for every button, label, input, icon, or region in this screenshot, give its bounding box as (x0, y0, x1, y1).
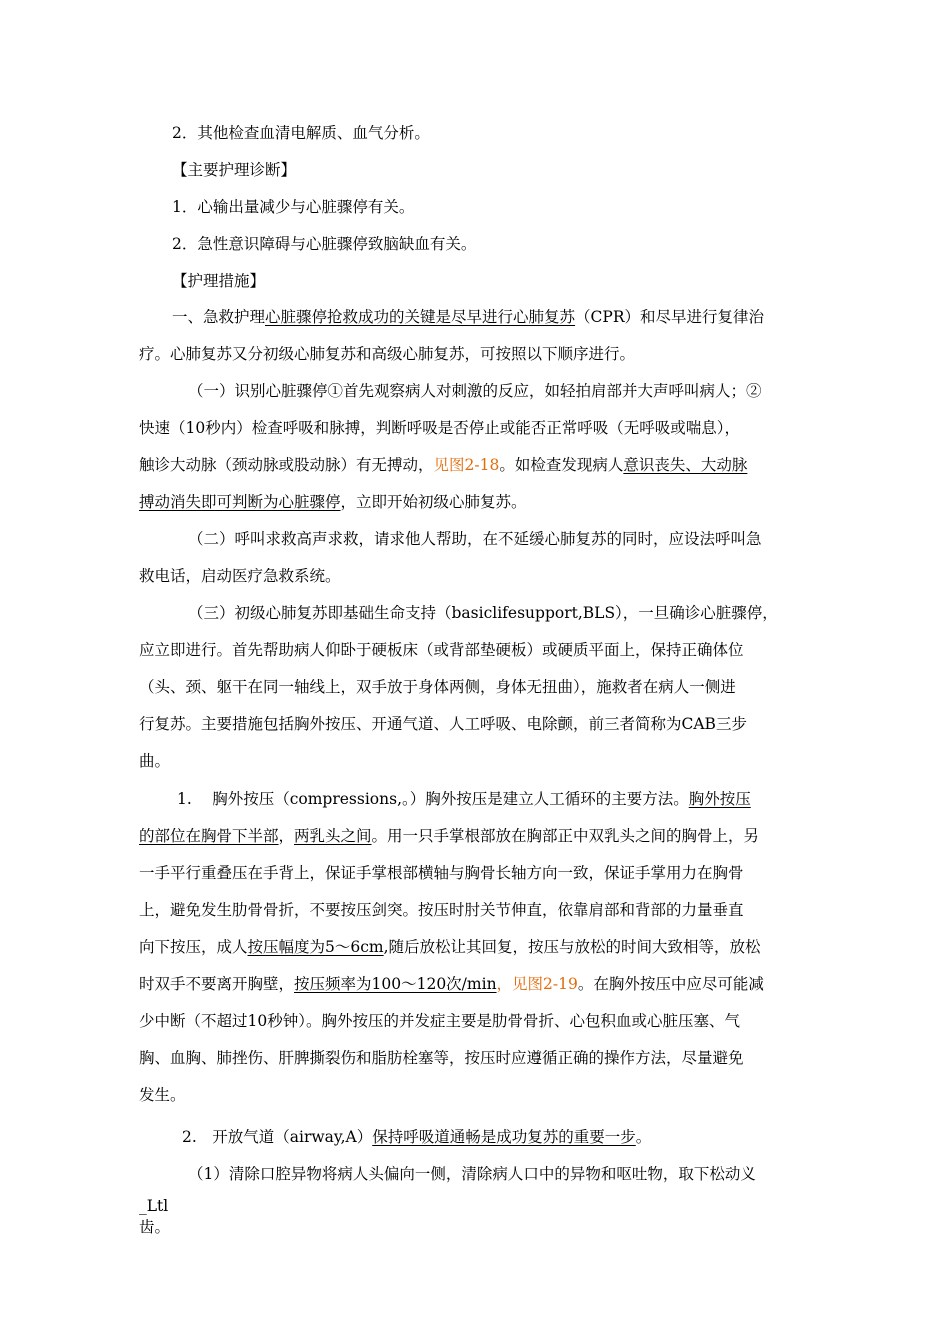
text-run: ， (278, 827, 295, 845)
text-run: 疗。心肺复苏又分初级心肺复苏和高级心肺复苏，可按照以下顺序进行。 (139, 345, 636, 363)
text-line (139, 1216, 170, 1238)
text-run: 触诊大动脉（颈动脉或股动脉）有无搏动， (139, 456, 434, 474)
text-run: 【护理措施】 (172, 272, 266, 290)
text-line (172, 196, 414, 218)
text-line (139, 454, 747, 476)
text-run: 。如检查发现病人 (499, 456, 624, 474)
text-line (172, 270, 265, 292)
text-line (177, 788, 751, 810)
text-run: （三）初级心肺复苏即基础生命支持（basiclifesupport,BLS），一旦确诊心脏骤停， (188, 604, 778, 622)
text-run: 向下按压，成人 (139, 938, 248, 956)
text-run: 一手平行重叠压在手背上，保证手掌根部横轴与胸骨长轴方向一致，保证手掌用力在胸骨 (139, 864, 744, 882)
text-run: 上，避免发生肋骨骨折，不要按压剑突。按压时肘关节伸直，依靠肩部和背部的力量垂直 (139, 901, 744, 919)
underlined-text: 胸外按压 (688, 790, 751, 808)
text-run: 一、急救护理 (172, 308, 266, 326)
text-line (139, 862, 744, 884)
text-run: （头、颈、躯干在同一轴线上，双手放于身体两侧，身体无扭曲），施救者在病人一侧进 (139, 678, 736, 696)
text-run: 。在胸外按压中应尽可能减 (577, 975, 764, 993)
text-line (139, 639, 744, 661)
text-line (139, 676, 736, 698)
text-run: 。用一只手掌根部放在胸部正中双乳头之间的胸骨上，另 (371, 827, 760, 845)
underlined-text: 保持呼吸道通畅是成功复苏的重要一步 (372, 1128, 636, 1146)
underlined-text: 的部位在胸骨下半部 (139, 827, 279, 845)
text-run: 。 (635, 1128, 652, 1146)
text-line (188, 528, 762, 550)
text-line (139, 1010, 740, 1032)
underlined-text: 心脏骤停抢救成功的关键是尽早进行心肺复苏 (265, 308, 576, 326)
text-run: 曲。 (139, 752, 171, 770)
text-run: （一）识别心脏骤停①首先观察病人对刺激的反应，如轻拍肩部并大声呼叫病人；② (188, 382, 762, 400)
text-run: （二）呼叫求救高声求救，请求他人帮助，在不延缓心肺复苏的同时，应设法呼叫急 (188, 530, 762, 548)
figure-reference: ，见图2-19 (496, 975, 578, 993)
text-run: 2. 开放气道（airway,A） (182, 1128, 373, 1146)
text-line (182, 1126, 651, 1148)
text-run: 救电话，启动医疗急救系统。 (139, 567, 341, 585)
text-line (139, 417, 740, 439)
text-run: 齿。 (139, 1218, 171, 1236)
text-run: 应立即进行。首先帮助病人仰卧于硬板床（或背部垫硬板）或硬质平面上，保持正确体位 (139, 641, 744, 659)
text-line (188, 380, 762, 402)
underlined-text: 按压频率为100～120次/min (294, 975, 497, 993)
text-line (139, 713, 747, 735)
text-run: （CPR）和尽早进行复律治 (575, 308, 764, 326)
text-line (172, 306, 764, 328)
text-run: 少中断（不超过10秒钟）。胸外按压的并发症主要是肋骨骨折、心包积血或心脏压塞、气 (139, 1012, 740, 1030)
text-line (188, 602, 778, 624)
text-run: ，立即开始初级心肺复苏。 (340, 493, 527, 511)
text-run: 2．急性意识障碍与心脏骤停致脑缺血有关。 (172, 235, 477, 253)
text-line (172, 159, 296, 181)
text-line (139, 565, 341, 587)
text-run: 时双手不要离开胸壁， (139, 975, 295, 993)
text-run: 快速（10秒内）检查呼吸和脉搏，判断呼吸是否停止或能否正常呼吸（无呼吸或喘息）， (139, 419, 740, 437)
underlined-text: 意识丧失、大动脉 (623, 456, 748, 474)
text-run: （1）清除口腔异物将病人头偏向一侧，清除病人口中的异物和呕吐物，取下松动义 (188, 1165, 756, 1183)
text-line (139, 1047, 744, 1069)
underlined-text: 按压幅度为5～6cm (247, 938, 384, 956)
text-run: _Ltl (139, 1197, 169, 1215)
text-run: 2．其他检查血清电解质、血气分析。 (172, 124, 430, 142)
text-line (188, 1163, 756, 1185)
underlined-text: 两乳头之间 (294, 827, 372, 845)
text-line (139, 973, 764, 995)
text-run: 行复苏。主要措施包括胸外按压、开通气道、人工呼吸、电除颤，前三者简称为CAB三步 (139, 715, 747, 733)
text-run: 发生。 (139, 1086, 186, 1104)
text-run: 1．心输出量减少与心脏骤停有关。 (172, 198, 415, 216)
text-run: 胸、血胸、肺挫伤、肝脾撕裂伤和脂肪栓塞等，按压时应遵循正确的操作方法，尽量避免 (139, 1049, 744, 1067)
text-line (139, 491, 527, 513)
underlined-text: 搏动消失即可判断为心脏骤停 (139, 493, 341, 511)
text-line (139, 343, 635, 365)
text-line (139, 1195, 168, 1217)
text-line (139, 899, 744, 921)
text-run: ,随后放松让其回复，按压与放松的时间大致相等，放松 (383, 938, 761, 956)
text-line (139, 825, 759, 847)
figure-reference: 见图2-18 (433, 456, 500, 474)
text-line (139, 1084, 186, 1106)
text-line (172, 233, 476, 255)
text-run: 1. 胸外按压（compressions,。）胸外按压是建立人工循环的主要方法。 (177, 790, 689, 808)
text-run: 【主要护理诊断】 (172, 161, 297, 179)
text-line (139, 936, 761, 958)
text-line (172, 122, 430, 144)
text-line (139, 750, 170, 772)
